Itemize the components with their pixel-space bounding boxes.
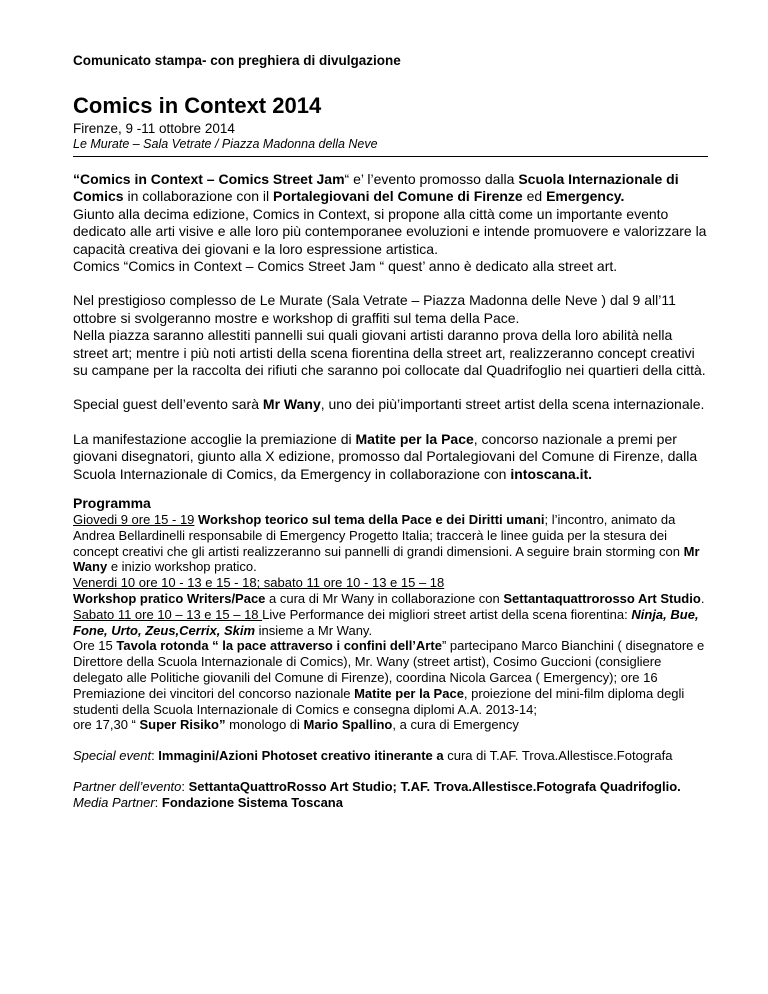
intro-paragraph: “Comics in Context – Comics Street Jam“ e’ l’evento promosso dalla Scuola Internazionale di Comics in collaborazione con il Portalegiovani del Comune di Firenze ed Emergency. Giunto alla decima edizione, Comics in Context, si propone alla città come un importante evento dedicato alle arti visive e alle loro più contemporanee evoluzioni e intende promuovere e valorizzare la capacità creativa dei giovani e la loro espressione artistica. Comics “Comics in Context – Comics Street Jam “ quest’ anno è dedicato alla street art. — [73, 171, 707, 275]
programma-venerdi: Venerdi 10 ore 10 - 13 e 15 - 18; sabato 11 ore 10 - 13 e 15 – 18 Workshop pratico Writers/Pace a cura di Mr Wany in collaborazione con Settantaquattrorosso Art Studio. — [73, 575, 705, 607]
special-event: Special event: Immagini/Azioni Photoset creativo itinerante a cura di T.AF. Trova.Allestisce.Fotografa — [73, 748, 673, 764]
programma-heading: Programma — [73, 495, 151, 512]
programma-giovedi: Giovedi 9 ore 15 - 19 Workshop teorico sul tema della Pace e dei Diritti umani; l’incontro, animato da Andrea Bellardinelli responsabile di Emergency Progetto Italia; traccerà le linee guida per la stesura dei concept creativi che gli artisti realizzeranno sui pannelli di grandi dimensioni. A seguire brain storming con Mr Wany e inizio workshop pratico. — [73, 512, 700, 575]
special-guest-paragraph: Special guest dell’evento sarà Mr Wany, uno dei più’importanti street artist della scena internazionale. — [73, 396, 705, 413]
page-title: Comics in Context 2014 — [73, 93, 322, 118]
event-dates: Firenze, 9 -11 ottobre 2014 — [73, 121, 235, 136]
programma-sabato: Sabato 11 ore 10 – 13 e 15 – 18 Live Performance dei migliori street artist della scena fiorentina: Ninja, Bue, Fone, Urto, Zeus,Cerrix, Skim insieme a Mr Wany. Ore 15 Tavola rotonda “ la pace attraverso i confini dell’Arte” partecipano Marco Bianchini ( disegnatore e Direttore della Scuola Internazionale di Comics), Mr. Wany (street artist), Cosimo Guccioni (consigliere delegato alle Politiche giovanili del Comune di Firenze), coordina Nicola Garcea ( Emergency); ore 16 Premiazione dei vincitori del concorso nazionale Matite per la Pace, proiezione del mini-film diploma degli studenti della Scuola Internazionale di Comics e consegna diplomi A.A. 2013-14; ore 17,30 “ Super Risiko” monologo di Mario Spallino, a cura di Emergency — [73, 606, 705, 733]
partners: Partner dell’evento: SettantaQuattroRosso Art Studio; T.AF. Trova.Allestisce.Fotografa Quadrifoglio. Media Partner: Fondazione Sistema Toscana — [73, 779, 681, 810]
location-paragraph: Nel prestigioso complesso de Le Murate (Sala Vetrate – Piazza Madonna delle Neve ) dal 9 all’11 ottobre si svolgeranno mostre e workshop di graffiti sul tema della Pace. Nella piazza saranno allestiti pannelli sui quali giovani artisti daranno prova della loro abilità nella street art; mentre i più noti artisti della scena fiorentina della street art, realizzeranno concept creativi su campane per la raccolta dei rifiuti che saranno poi collocate dal Quadrifoglio nei quartieri della città. — [73, 292, 706, 379]
press-release-header: Comunicato stampa- con preghiera di divulgazione — [73, 53, 401, 68]
award-paragraph: La manifestazione accoglie la premiazione di Matite per la Pace, concorso nazionale a premi per giovani disegnatori, giunto alla X edizione, promosso dal Portalegiovani del Comune di Firenze, dalla Scuola Internazionale di Comics, da Emergency in collaborazione con intoscana.it. — [73, 430, 698, 482]
event-venue: Le Murate – Sala Vetrate / Piazza Madonna della Neve — [73, 137, 708, 157]
